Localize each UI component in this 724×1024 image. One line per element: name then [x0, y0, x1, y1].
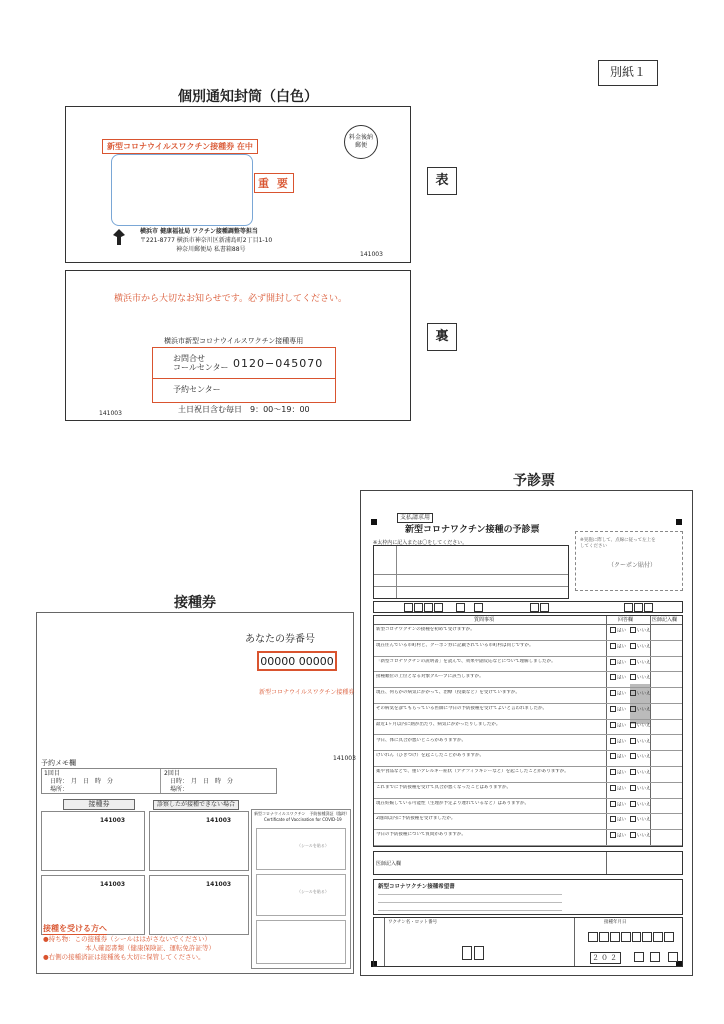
answer-yes-checkbox[interactable]: はい	[610, 738, 626, 745]
sticker-4-code: 141003	[206, 881, 232, 888]
question-text: 2週間以内に予防接種を受けましたか。	[376, 816, 456, 822]
in-box-banner: 新型コロナウイルスワクチン接種券 在中	[102, 139, 258, 154]
answer-yes-checkbox[interactable]: はい	[610, 690, 626, 697]
answer-no-checkbox[interactable]: いいえ	[630, 643, 651, 650]
col-doctor-header: 医師記入欄	[652, 617, 678, 623]
question-row	[374, 783, 682, 799]
reservation-label: 予約センター	[173, 385, 221, 394]
col-questions-header: 質問事項	[474, 617, 495, 623]
question-row	[374, 657, 682, 673]
sticker-2-code: 141003	[206, 817, 232, 824]
question-text: これまでに予防接種を受けて具合が悪くなったことはありますか。	[376, 784, 511, 790]
answer-no-checkbox[interactable]: いいえ	[630, 674, 651, 681]
ticket-title: 接種券	[174, 595, 216, 611]
answer-yes-checkbox[interactable]: はい	[610, 753, 626, 760]
first-dose-place: 場所：	[50, 786, 69, 793]
question-row	[374, 641, 682, 657]
question-text: 現在、何らかの病気にかかって、治療（投薬など）を受けていますか。	[376, 690, 520, 696]
certificate-sticker-2: （シールを貼る）	[297, 889, 329, 894]
answer-no-checkbox[interactable]: いいえ	[630, 801, 651, 808]
answer-yes-checkbox[interactable]: はい	[610, 706, 626, 713]
doctor-section-label: 医師記入欄	[376, 861, 402, 867]
answer-yes-checkbox[interactable]: はい	[610, 659, 626, 666]
certificate-title: 新型コロナウイルスワクチン 予防接種済証（臨時）	[254, 811, 350, 816]
answer-yes-checkbox[interactable]: はい	[610, 722, 626, 729]
items-line-2: 本人確認書類（健康保険証、運転免許証等）	[85, 944, 215, 952]
first-dose-datetime: 日時： 月 日 時 分	[50, 778, 114, 785]
questionnaire-sheet	[360, 490, 693, 976]
answer-no-checkbox[interactable]: いいえ	[630, 816, 651, 823]
phone-number: 0120−045070	[233, 357, 324, 370]
sender-line-2: 〒221-8777 横浜市神奈川区新浦島町2丁目1-10	[140, 237, 273, 244]
sticker-1-code: 141003	[100, 817, 126, 824]
answer-no-checkbox[interactable]: いいえ	[630, 832, 651, 839]
envelope-front	[65, 106, 411, 263]
second-dose-datetime: 日時： 月 日 時 分	[170, 778, 234, 785]
question-row	[374, 751, 682, 767]
answer-yes-checkbox[interactable]: はい	[610, 627, 626, 634]
questionnaire-title: 予診票	[513, 473, 555, 489]
question-row	[374, 672, 682, 688]
form-instruction: ※太枠内に記入または〇をしてください。	[373, 540, 468, 546]
your-number-label: あなたの券番号	[245, 634, 315, 645]
question-text: けいれん（ひきつけ）を起こしたことがありますか。	[376, 753, 484, 759]
important-stamp: 重 要	[254, 173, 294, 193]
postage-mark: 料金後納郵便	[344, 125, 378, 159]
front-label: 表	[427, 167, 457, 195]
question-text: 薬や食品などで、重いアレルギー症状（アナフィラキシーなど）を起こしたことがありますか。	[376, 769, 569, 775]
envelope-title: 個別通知封筒（白色）	[178, 89, 318, 105]
question-row	[374, 704, 682, 720]
answer-no-checkbox[interactable]: いいえ	[630, 690, 651, 697]
question-row	[374, 814, 682, 830]
sticker-grid-1	[41, 811, 145, 871]
answer-yes-checkbox[interactable]: はい	[610, 674, 626, 681]
certificate-slot-1	[256, 828, 346, 870]
form-title: 新型コロナワクチン接種の予診票	[405, 525, 540, 535]
consent-section	[373, 879, 683, 915]
col-answers-header: 回答欄	[618, 617, 634, 623]
answer-no-checkbox[interactable]: いいえ	[630, 753, 651, 760]
vaccine-record	[373, 917, 683, 967]
question-row	[374, 688, 682, 704]
question-text: 現在妊娠している可能性（生理が予定より遅れているなど）はありますか。	[376, 800, 529, 806]
envelope-back-code: 141003	[99, 410, 122, 417]
dedicated-label: 横浜市新型コロナウイルスワクチン接種専用	[164, 337, 304, 345]
vaccine-name: 新型コロナウイルスワクチン接種券	[259, 689, 355, 696]
questions-table	[373, 615, 683, 847]
vaccination-ticket	[36, 612, 354, 974]
open-notice: 横浜市から大切なお知らせです。必ず開封してください。	[114, 294, 348, 304]
memo-title: 予約メモ欄	[41, 759, 76, 767]
question-text: 今日、体に具合が悪いところがありますか。	[376, 737, 466, 743]
year-prefix: ２０２	[592, 954, 619, 962]
answer-yes-checkbox[interactable]: はい	[610, 832, 626, 839]
question-text: 今日の予防接種について質問がありますか。	[376, 832, 466, 838]
callcenter-label: お問合せ コールセンター	[173, 354, 229, 372]
interval-label: 接種年月日	[604, 920, 627, 925]
coupon-area	[575, 531, 683, 591]
answer-no-checkbox[interactable]: いいえ	[630, 706, 651, 713]
question-row	[374, 830, 682, 846]
answer-no-checkbox[interactable]: いいえ	[630, 722, 651, 729]
payment-stamp: 支払請求用	[397, 513, 433, 523]
doctor-section	[373, 851, 683, 875]
question-text: 新型コロナワクチンの接種を初めて受けますか。	[376, 627, 475, 632]
envelope-code: 141003	[360, 251, 383, 258]
question-row	[374, 625, 682, 641]
contact-box	[152, 347, 336, 403]
first-dose-label: 1回目	[44, 770, 60, 777]
sticker-grid-2	[149, 811, 249, 871]
items-line-3: ●右側の接種済証は接種後も大切に保管してください。	[43, 953, 205, 961]
answer-no-checkbox[interactable]: いいえ	[630, 769, 651, 776]
certificate	[251, 809, 351, 969]
sticker-3-code: 141003	[100, 881, 126, 888]
second-dose-label: 2回目	[164, 770, 180, 777]
back-label: 裏	[427, 323, 457, 351]
birthdate-row	[373, 601, 683, 613]
instructions-title: 接種を受ける方へ	[43, 924, 107, 933]
answer-yes-checkbox[interactable]: はい	[610, 769, 626, 776]
answer-no-checkbox[interactable]: いいえ	[630, 627, 651, 634]
certificate-sticker-1: （シールを貼る）	[297, 843, 329, 848]
question-text: 現在住んでいる市町村と、クーポン券に記載されている市町村は同じですか。	[376, 642, 534, 648]
cannot-vaccinate-label: 診察したが接種できない場合	[153, 800, 239, 810]
certificate-slot-3	[256, 920, 346, 964]
coupon-note: ※実施に際して、点線に従って左上をしてください	[580, 538, 656, 549]
answer-yes-checkbox[interactable]: はい	[610, 643, 626, 650]
envelope-back	[65, 270, 411, 421]
ticket-number: 00000 00000	[257, 651, 337, 671]
attachment-label: 別紙１	[598, 60, 658, 86]
vaccine-lot-label: ワクチン名・ロット番号	[388, 920, 438, 925]
certificate-slot-2	[256, 874, 346, 916]
hours-label: 土日祝日含む毎日 9：00～19：00	[178, 405, 310, 414]
question-row	[374, 767, 682, 783]
question-text: その病気を診てもらっている医師に今日の予防接種を受けてよいと言われましたか。	[376, 705, 547, 711]
certificate-en: Certificate of Vaccination for COVID-19	[264, 817, 342, 822]
memo-box	[41, 768, 277, 794]
yokohama-logo-icon	[112, 229, 126, 247]
question-text: 最近1ヶ月以内に熱が出たり、病気にかかったりしましたか。	[376, 721, 501, 727]
question-row	[374, 720, 682, 736]
consent-title: 新型コロナワクチン接種希望書	[378, 884, 455, 890]
answer-no-checkbox[interactable]: いいえ	[630, 785, 651, 792]
answer-no-checkbox[interactable]: いいえ	[630, 738, 651, 745]
instructions-box	[43, 923, 243, 969]
items-line-1: ●持ち物：この接種券（シールははがさないでください）	[43, 935, 212, 943]
question-row	[374, 799, 682, 815]
ticket-code-side: 141003	[333, 755, 356, 762]
sender-line-1: 横浜市 健康福祉局 ワクチン接種調整等担当	[140, 228, 258, 235]
second-dose-place: 場所：	[170, 786, 189, 793]
answer-no-checkbox[interactable]: いいえ	[630, 659, 651, 666]
answer-yes-checkbox[interactable]: はい	[610, 801, 626, 808]
answer-yes-checkbox[interactable]: はい	[610, 785, 626, 792]
ticket-label: 接種券	[63, 799, 135, 810]
personal-info	[373, 545, 569, 599]
question-text: 接種順位の上位となる対象グループに該当しますか。	[376, 674, 484, 680]
address-window	[111, 154, 253, 226]
question-text: 「新型コロナワクチンの説明書」を読んで、効果や副反応などについて理解しましたか。	[376, 658, 556, 664]
question-row	[374, 736, 682, 752]
sender-line-3: 神奈川郵便局 私書箱88号	[176, 246, 246, 253]
coupon-label: （クーポン貼付）	[608, 562, 657, 569]
answer-yes-checkbox[interactable]: はい	[610, 816, 626, 823]
